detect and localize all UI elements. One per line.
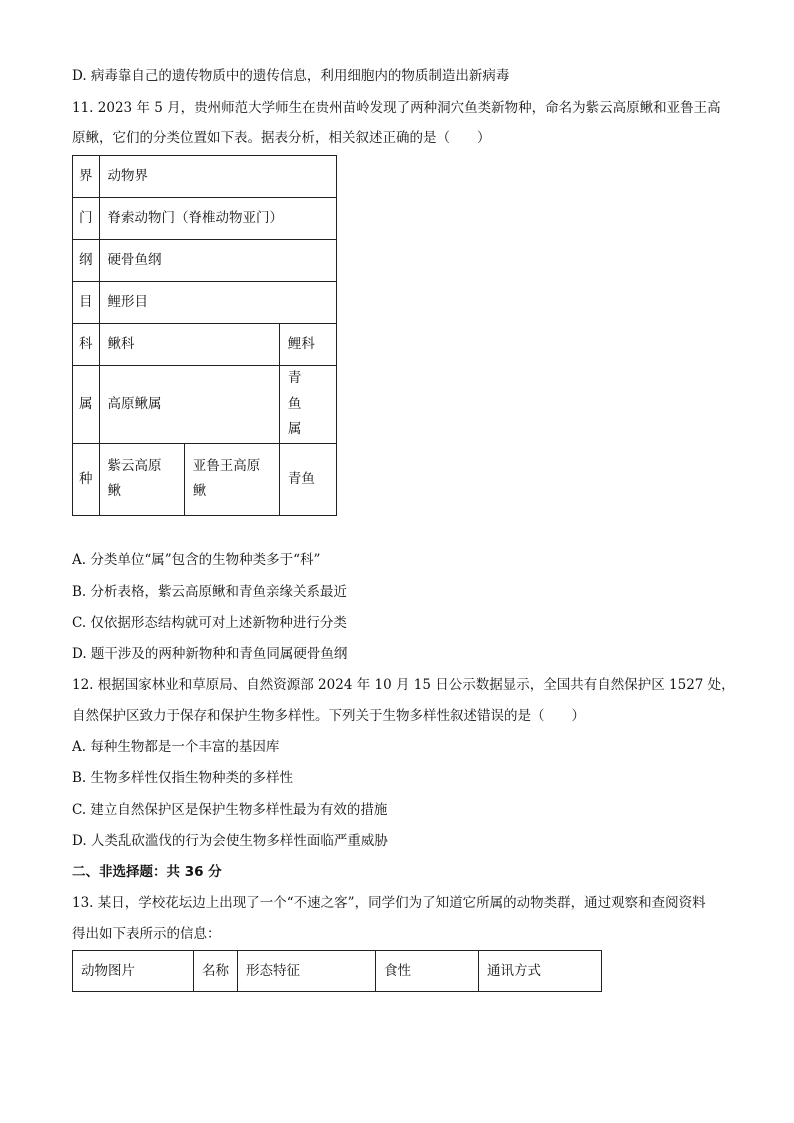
header-communication: 通讯方式 [479,951,602,992]
rank-kingdom: 界 [73,156,100,198]
species-value-1 [99,443,184,515]
section-heading: 二、非选择题：共 36 分 [72,864,222,880]
rank-family: 科 [73,324,100,366]
genus-value-2-line2: 属 [287,421,302,438]
q13-stem-line1: 13. 某日，学校花坛边上出现了一个“不速之客”，同学们为了知道它所属的动物类群，通过观察和查阅资料 [72,895,706,911]
q11-stem-line2: 原鳅，它们的分类位置如下表。据表分析，相关叙述正确的是（ ） [72,130,491,146]
q12-option-c: C. 建立自然保护区是保护生物多样性最为有效的措施 [72,802,388,818]
rank-genus: 属 [73,366,100,444]
phylum-value: 脊索动物门（脊椎动物亚门） [99,198,336,240]
species-value-3: 青鱼 [279,443,336,515]
family-value-2: 鲤科 [279,324,336,366]
order-value: 鲤形目 [99,282,336,324]
genus-value-1: 高原鳅属 [99,366,279,444]
q12-option-b: B. 生物多样性仅指生物种类的多样性 [72,770,294,786]
table-row [73,366,337,444]
species-value-2 [184,443,279,515]
rank-class: 纲 [73,240,100,282]
species-value-1-line1: 紫云高原 [107,457,162,474]
q11-option-b: B. 分析表格，紫云高原鳅和青鱼亲缘关系最近 [72,584,348,600]
table-row [73,156,337,198]
kingdom-value: 动物界 [99,156,336,198]
table-row [73,443,337,515]
rank-species: 种 [73,443,100,515]
table-row [73,324,337,366]
q11-option-d: D. 题干涉及的两种新物种和青鱼同属硬骨鱼纲 [72,646,348,662]
q12-stem-line1: 12. 根据国家林业和草原局、自然资源部 2024 年 10 月 15 日公示数据显示，全国共有自然保护区 1527 处， [72,677,735,693]
class-value: 硬骨鱼纲 [99,240,336,282]
header-morphology: 形态特征 [238,951,376,992]
q12-option-a: A. 每种生物都是一个丰富的基因库 [72,739,280,755]
q11-option-a: A. 分类单位“属”包含的生物种类多于“科” [72,552,321,568]
q11-option-c: C. 仅依据形态结构就可对上述新物种进行分类 [72,615,347,631]
q12-option-d: D. 人类乱砍滥伐的行为会使生物多样性面临严重威胁 [72,833,388,849]
header-diet: 食性 [376,951,479,992]
genus-value-2-line1: 青 鱼 [287,370,315,412]
species-value-2-line2: 鳅 [192,483,207,500]
genus-value-2 [279,366,336,444]
q12-stem-line2: 自然保护区致力于保存和保护生物多样性。下列关于生物多样性叙述错误的是（ ） [72,708,585,724]
rank-order: 目 [73,282,100,324]
table-row [73,198,337,240]
q10-option-d: D. 病毒靠自己的遗传物质中的遗传信息，利用细胞内的物质制造出新病毒 [72,68,510,84]
q11-stem-line1: 11. 2023 年 5 月，贵州师范大学师生在贵州苗岭发现了两种洞穴鱼类新物种，命名为紫云高原鳅和亚鲁王高 [72,100,721,116]
table-header-row [73,951,602,992]
table-row [73,240,337,282]
species-value-2-line1: 亚鲁王高原 [192,457,261,474]
table-row [73,282,337,324]
q13-stem-line2: 得出如下表所示的信息： [72,926,221,942]
header-name: 名称 [194,951,238,992]
family-value-1: 鳅科 [99,324,279,366]
taxonomy-table [72,155,337,516]
rank-phylum: 门 [73,198,100,240]
animal-info-table [72,950,602,992]
species-value-1-line2: 鳅 [107,483,122,500]
header-animal-picture: 动物图片 [73,951,194,992]
